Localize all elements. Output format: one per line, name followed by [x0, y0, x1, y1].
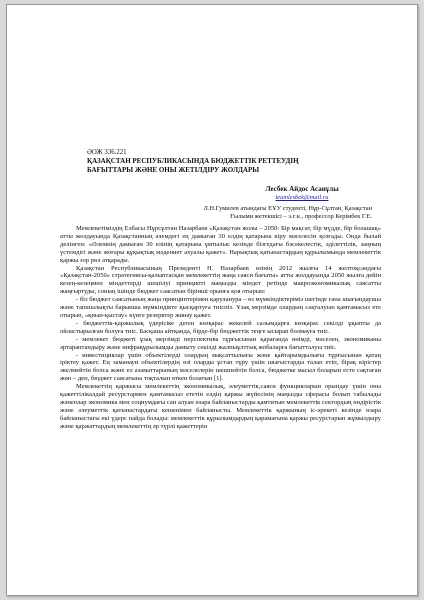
body-paragraph: Қазақстан Республикасының Президенті Н. Назарбаев өзінің 2012 жылғы 14 желтоқсандағы «Қазақстан-2050» стратегиясы-қалыптасқан мемлекеттің жаңа саяси бағыты» атты жолдауында 2050 жылға дейін кезең-кезеңмен міндеттерді шешілуі принципті маңызды міндет ретінде макроэкономикалық саясатты жаңғыртуды, соның ішінде бюджет саясатын бірінші орынға қоя отырып:	[60, 264, 381, 296]
body-paragraph: - бюджеттік-қаржылық үдерісіке деген көзқарас жекелей салымдарға көзқарас секілді ұқыпты да ойластырылған болуға тиіс. Басқаша айтқанда, бірде-бір бюджеттік теңге ысырап болмауға тиіс.	[60, 319, 381, 335]
body-paragraph: Мемлекетіміздің Елбасы Нұрсұлтан Назарбаев «Қазақстан жолы – 2050: Бір мақсат, бір мүдде, бір болашақ» атты жолдауында Қазақстанның әлемдегі ең дамыған 30 елдің қатарына кіру мәселесін қозғады. Онда былай делінген: «Әлемнің дамыған 30 елінің қатарына ұмтылыс кезінде бізгедағы бәсекелестік, әділеттілік, заңның үстемдігі және жоғары құқықтық мәдениет ахуалы қажет». Нарықтық қатынастардың құрылымында мемлекеттік қаржы зор рөл атқарады.	[60, 225, 381, 264]
body-paragraph: - біз бюджет саясатының жаңа принциптерімен қаруланура – өз мүмкіндіктеріміз шегінде ғана шығындаушы және тапшылықты барынша мүмкіндікте қысқартуға тиіспіз. Ұзақ мерзімде олардың сақталуын қамтамасыз ете отырып, «қиын-қыстау» күнге резервтер жинау қажет.	[60, 296, 381, 319]
paper-body	[60, 225, 381, 431]
title-line-1: ҚАЗАҚСТАН РЕСПУБЛИКАСЫНДА БЮДЖЕТТІК РЕТТЕУДІҢ	[87, 157, 299, 165]
affiliation-line-2: Ғылыми жетекшісі – э.ғ.к., профессор Керімбек Г.Е.	[230, 213, 372, 220]
author-email-link[interactable]: teamlesbek@mail.ru	[275, 194, 329, 201]
paper-title	[87, 157, 367, 175]
udk-code: ӘОЖ 336.221	[87, 149, 127, 156]
author-name: Лесбек Айдос Асанұлы	[265, 185, 339, 193]
author-block	[197, 185, 407, 202]
body-paragraph: - инвестициялар үшін объектілерді олардың мақсаттылығы және қайтарымдылығы тұрғысынан қатаң іріктеу қажет. Ең заманауи объектілердің өзі оларды ұстап тұру үшін шығыстарды талап етіп, бірақ кірістер әкелмейтін болса және ел азаматтарының мәселелерін шешпейтін болса, бюджетке масыл боларын есте сақтаған жөн – деп, бюджет саясатына тоқталып өткен болатын [1].	[60, 351, 381, 383]
affiliation-line-1: Л.Н.Гумилев атындағы ЕҰУ студенті, Нұр-Сұлтан, Қазақстан	[203, 205, 372, 212]
affiliation	[132, 205, 372, 221]
body-paragraph: - мемлекет бюджеті ұзақ мерзімді перспектива тұрғысынан қарағанда өнімді, мәселен, экономиканы әртараптандыру және инфрақұрылымды дамыту секілді жалпыұлттық жобаларға бағытталуы тиіс.	[60, 335, 381, 351]
body-paragraph: Мемлекеттің қаржысы мемлекеттің экономикалық, әлеуметтік,саяси функцияларын орындау үшін оны қажеттілікалдай ресурстармен қамтамасыз ететін елдің қаржы жүйесінің маңызды сферасы болып табылады жәнеолар экономика мен социумдағы сан алуан өзара байланыстарды қамтитын мемлекеттік сектордың өндірістік және әлеуметтік қатынастардағы кешенімен байланысты. Мемлекеттік қаржының іс-әрекеті кезінде өзара байланыстағы екі үдерс пайда болады: мемлекеттік құрылымдардың қарамағына қаржы ресурстарын жұмылдыру және қаржаттардың мемлекеттің әр түрлі қажеттерін	[60, 383, 381, 430]
title-line-2: БАҒЫТТАРЫ ЖӘНЕ ОНЫ ЖЕТІЛДІРУ ЖОЛДАРЫ	[87, 166, 260, 174]
document-page	[6, 4, 418, 596]
